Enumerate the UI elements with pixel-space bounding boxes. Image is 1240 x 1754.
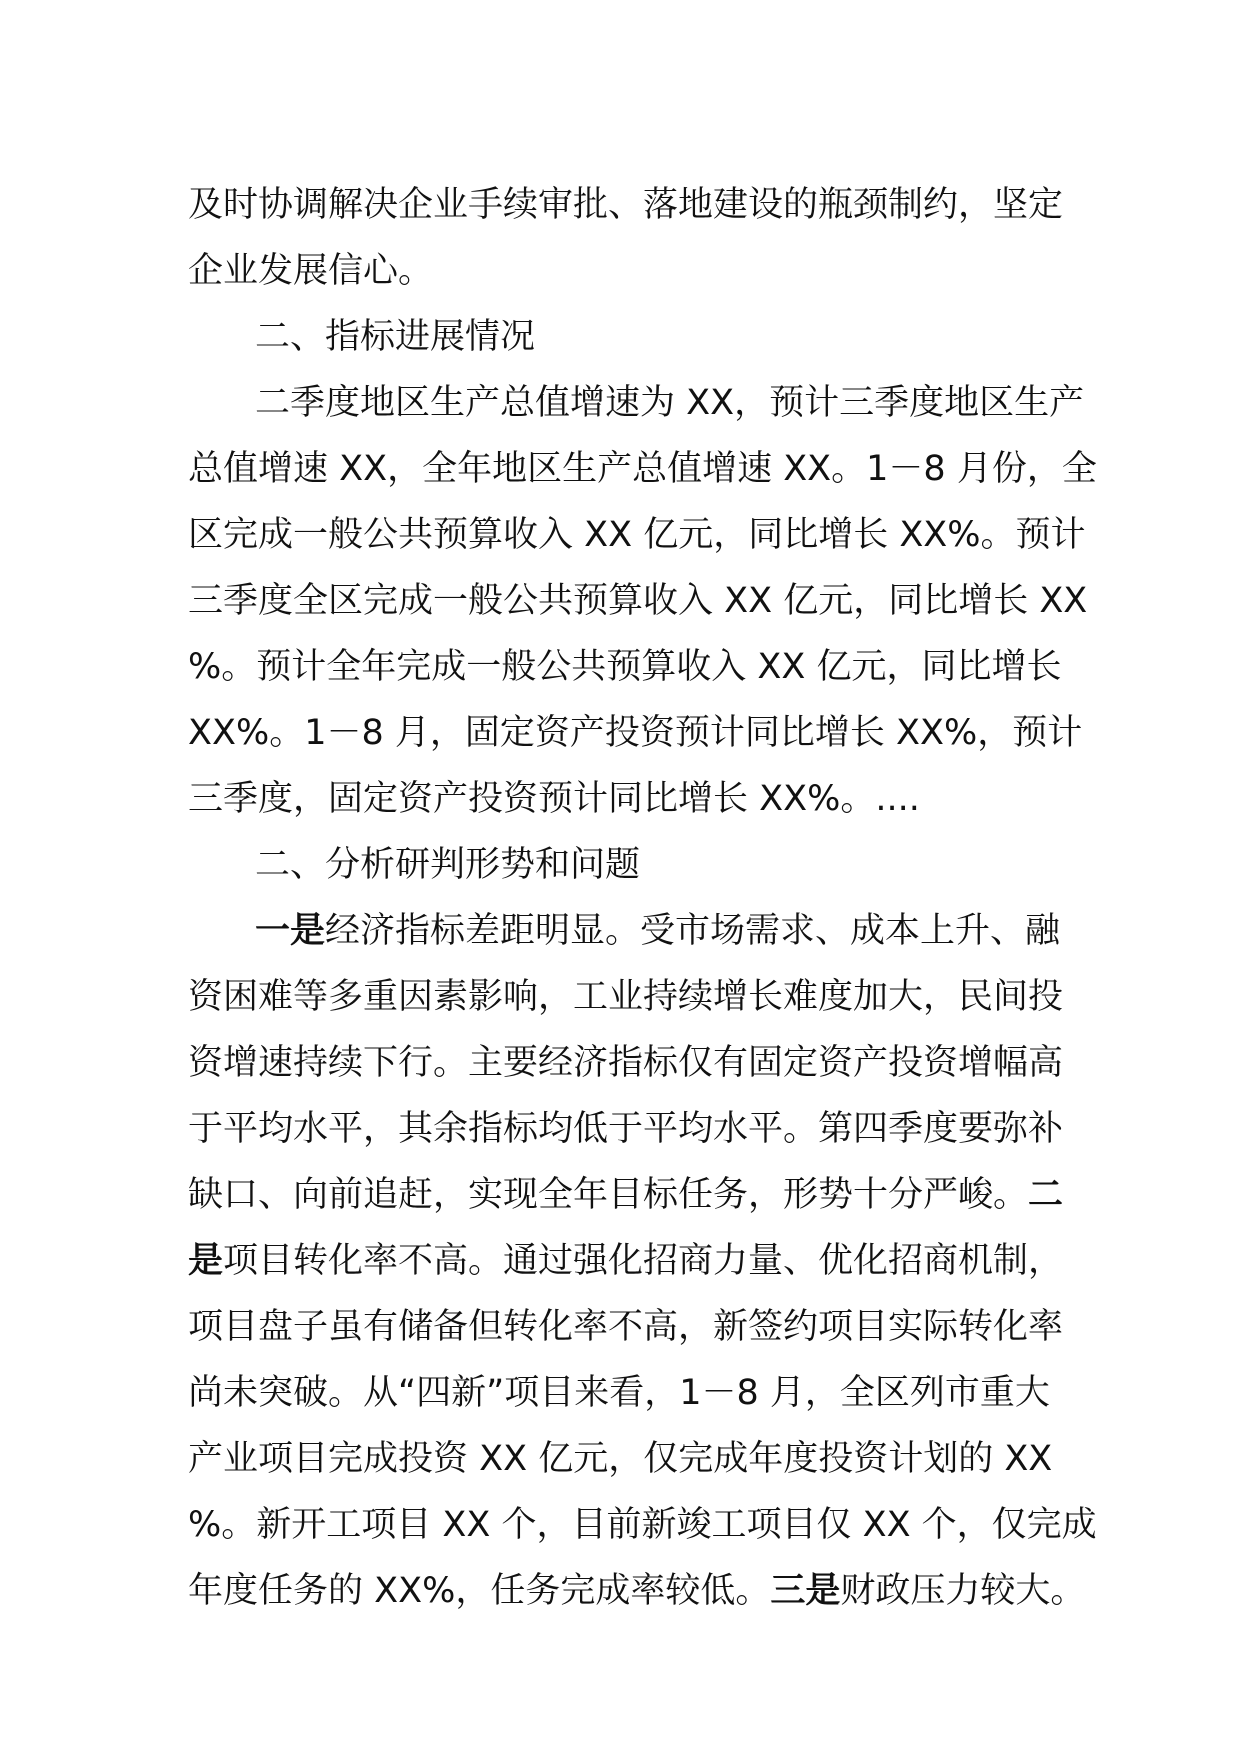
paragraph-line — [188, 766, 1058, 832]
bold-lead: 三是 — [770, 1571, 841, 1611]
line-text: 及时协调解决企业手续审批、落地建设的瓶颈制约，坚定 — [188, 185, 1064, 225]
line-text: 尚未突破。从“四新”项目来看，1－8 月，全区列市重大 — [188, 1373, 1050, 1413]
line-text: 资增速持续下行。主要经济指标仅有固定资产投资增幅高 — [188, 1043, 1064, 1083]
line-text: %。新开工项目 XX 个，目前新竣工项目仅 XX 个，仅完成 — [188, 1505, 1097, 1545]
paragraph-line — [188, 1162, 1064, 1228]
paragraph-line — [188, 1030, 1064, 1096]
heading-text: 二、指标进展情况 — [255, 317, 536, 357]
line-text: 三季度全区完成一般公共预算收入 XX 亿元，同比增长 XX — [188, 581, 1088, 621]
paragraph-line — [188, 502, 1086, 568]
paragraph-line — [188, 436, 1097, 502]
line-text: 于平均水平，其余指标均低于平均水平。第四季度要弥补 — [188, 1109, 1064, 1149]
line-text: 项目盘子虽有储备但转化率不高，新签约项目实际转化率 — [188, 1307, 1064, 1347]
paragraph-line — [188, 1294, 1064, 1360]
line-text: 产业项目完成投资 XX 亿元，仅完成年度投资计划的 XX — [188, 1439, 1053, 1479]
line-text: 资困难等多重因素影响，工业持续增长难度加大，民间投 — [188, 977, 1064, 1017]
line-text: 缺口、向前追赶，实现全年目标任务，形势十分严峻。 — [188, 1175, 1029, 1215]
bold-lead: 二 — [1028, 1175, 1064, 1215]
paragraph-line — [188, 700, 1083, 766]
paragraph-line — [188, 238, 1058, 304]
line-text: 区完成一般公共预算收入 XX 亿元，同比增长 XX%。预计 — [188, 515, 1086, 555]
bold-lead: 一是 — [255, 911, 326, 951]
line-text: XX%。1－8 月，固定资产投资预计同比增长 XX%，预计 — [188, 713, 1083, 753]
line-text: 项目转化率不高。通过强化招商力量、优化招商机制， — [223, 1241, 1064, 1281]
line-text: 年度任务的 XX%，任务完成率较低。 — [188, 1571, 771, 1611]
paragraph-line — [188, 1360, 1058, 1426]
line-text: 二季度地区生产总值增速为 XX，预计三季度地区生产 — [255, 383, 1085, 423]
paragraph-line — [188, 964, 1064, 1030]
line-text: 财政压力较大。 — [840, 1571, 1086, 1611]
paragraph-line — [188, 1492, 1097, 1558]
paragraph-line — [188, 898, 1061, 964]
paragraph-line — [188, 1558, 1086, 1624]
paragraph-line — [188, 172, 1064, 238]
paragraph-line — [188, 1426, 1058, 1492]
line-text: %。预计全年完成一般公共预算收入 XX 亿元，同比增长 — [188, 647, 1062, 687]
line-text: 企业发展信心。 — [188, 251, 434, 291]
line-text: 三季度，固定资产投资预计同比增长 XX%。.... — [188, 779, 920, 819]
document-body — [188, 172, 1097, 1624]
line-text: 经济指标差距明显。受市场需求、成本上升、融 — [325, 911, 1061, 951]
section-heading — [188, 304, 1058, 370]
paragraph-line — [188, 1096, 1064, 1162]
heading-text: 二、分析研判形势和问题 — [255, 845, 641, 885]
section-heading — [188, 832, 1058, 898]
bold-lead: 是 — [188, 1241, 224, 1281]
paragraph-line — [188, 568, 1088, 634]
paragraph-line — [188, 634, 1062, 700]
line-text: 总值增速 XX，全年地区生产总值增速 XX。1－8 月份，全 — [188, 449, 1097, 489]
paragraph-line — [188, 1228, 1064, 1294]
paragraph-line — [188, 370, 1085, 436]
